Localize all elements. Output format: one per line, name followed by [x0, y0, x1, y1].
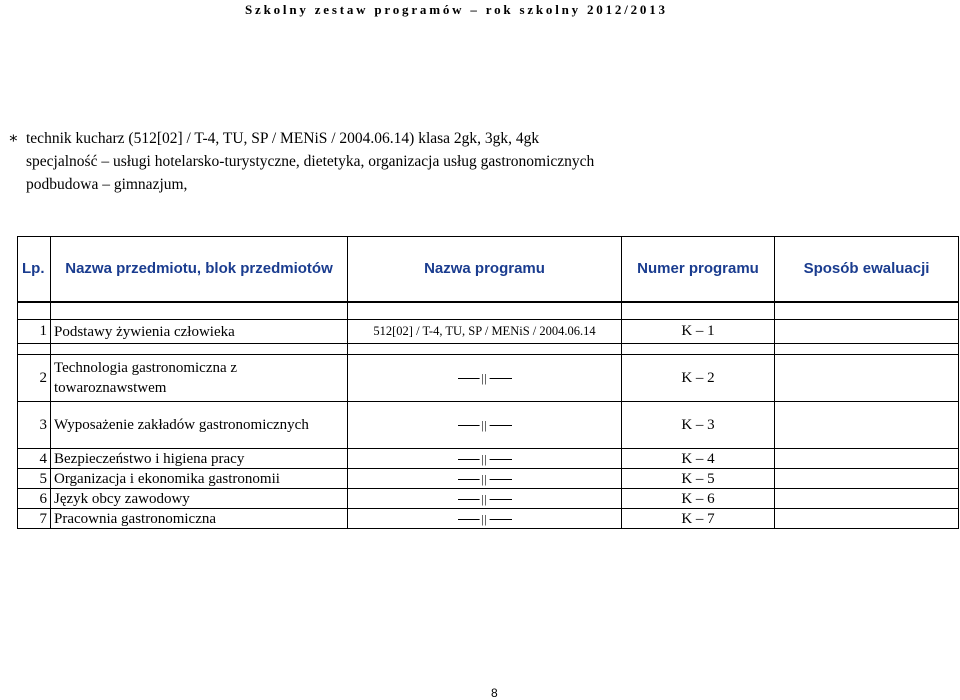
curriculum-table	[17, 236, 959, 529]
page-number: 8	[491, 686, 498, 700]
row-number: 3	[18, 402, 51, 449]
profession-text: technik kucharz (512[02] / T-4, TU, SP / MENiS / 2004.06.14) klasa 2gk, 3gk, 4gk	[26, 130, 540, 147]
program-code: K – 6	[622, 489, 775, 509]
table-row	[18, 320, 959, 344]
program-code: K – 1	[622, 320, 775, 344]
row-number: 7	[18, 509, 51, 529]
intro-line-basis	[8, 173, 594, 196]
table-row	[18, 509, 959, 529]
table-row	[18, 449, 959, 469]
program-ditto	[348, 449, 622, 469]
header-program: Nazwa programu	[348, 237, 622, 303]
program-description	[8, 127, 594, 196]
ditto-marks: ||	[481, 370, 488, 385]
header-subject: Nazwa przedmiotu, blok przedmiotów	[51, 237, 348, 303]
ditto-marks: ||	[481, 417, 488, 432]
specialty-text: specjalność – usługi hotelarsko-turystyczne, dietetyka, organizacja usług gastronomicznych	[26, 153, 595, 170]
program-ditto	[348, 489, 622, 509]
header-evaluation: Sposób ewaluacji	[775, 237, 959, 303]
basis-text: podbudowa – gimnazjum,	[26, 176, 188, 193]
program-ditto	[348, 402, 622, 449]
subject-name: Organizacja i ekonomika gastronomii	[51, 469, 348, 489]
program-ditto	[348, 355, 622, 402]
row-number: 2	[18, 355, 51, 402]
table-row	[18, 469, 959, 489]
row-number: 6	[18, 489, 51, 509]
table-row	[18, 489, 959, 509]
evaluation-cell	[775, 489, 959, 509]
evaluation-cell	[775, 469, 959, 489]
subject-name: Technologia gastronomiczna z towaroznawstwem	[51, 355, 348, 402]
row-number: 5	[18, 469, 51, 489]
program-code: K – 5	[622, 469, 775, 489]
row-number: 4	[18, 449, 51, 469]
ditto-marks: ||	[481, 471, 488, 486]
subject-name: Język obcy zawodowy	[51, 489, 348, 509]
evaluation-cell	[775, 320, 959, 344]
evaluation-cell	[775, 509, 959, 529]
header-code: Numer programu	[622, 237, 775, 303]
subject-name: Wyposażenie zakładów gastronomicznych	[51, 402, 348, 449]
ditto-marks: ||	[481, 491, 488, 506]
program-name: 512[02] / T-4, TU, SP / MENiS / 2004.06.14	[348, 320, 622, 344]
table-row	[18, 402, 959, 449]
intro-line-profession	[8, 127, 594, 150]
subject-name: Podstawy żywienia człowieka	[51, 320, 348, 344]
evaluation-cell	[775, 402, 959, 449]
program-ditto	[348, 509, 622, 529]
subject-name: Pracownia gastronomiczna	[51, 509, 348, 529]
program-code: K – 2	[622, 355, 775, 402]
table-header-row	[18, 237, 959, 303]
evaluation-cell	[775, 355, 959, 402]
program-code: K – 4	[622, 449, 775, 469]
intro-line-specialty	[8, 150, 594, 173]
program-code: K – 3	[622, 402, 775, 449]
ditto-marks: ||	[481, 511, 488, 526]
program-ditto	[348, 469, 622, 489]
row-number: 1	[18, 320, 51, 344]
bullet-asterisk-icon: ∗	[8, 130, 19, 147]
subject-name: Bezpieczeństwo i higiena pracy	[51, 449, 348, 469]
evaluation-cell	[775, 449, 959, 469]
ditto-marks: ||	[481, 451, 488, 466]
header-lp: Lp.	[18, 237, 51, 303]
program-code: K – 7	[622, 509, 775, 529]
table-row	[18, 355, 959, 402]
running-header: Szkolny zestaw programów – rok szkolny 2012/2013	[245, 2, 668, 17]
